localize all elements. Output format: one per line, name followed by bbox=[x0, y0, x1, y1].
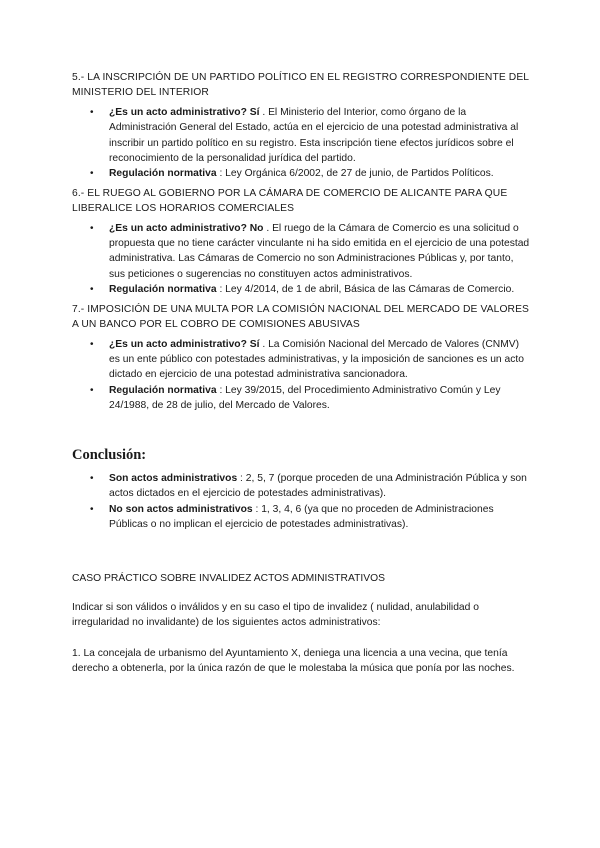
document-page bbox=[72, 70, 532, 677]
regulation-text: : Ley Orgánica 6/2002, de 27 de junio, de Partidos Políticos. bbox=[216, 168, 494, 180]
case-study-title: CASO PRÁCTICO SOBRE INVALIDEZ ACTOS ADMINISTRATIVOS bbox=[72, 572, 385, 584]
conclusion-label: No son actos administrativos bbox=[109, 503, 253, 515]
case-question-1: 1. La concejala de urbanismo del Ayuntamiento X, deniega una licencia a una vecina, que tenía derecho a obtenerla, por la única razón de que le molestaba la música que ponía por las noches. bbox=[72, 647, 515, 675]
conclusion-label: Son actos administrativos bbox=[109, 472, 238, 484]
list-item bbox=[72, 221, 532, 283]
conclusion-list bbox=[72, 471, 532, 533]
section-title: 7.- IMPOSICIÓN DE UNA MULTA POR LA COMISIÓN NACIONAL DEL MERCADO DE VALORES A UN BANCO POR EL COBRO DE COMISIONES ABUSIVAS bbox=[72, 303, 530, 331]
section-title: 5.- LA INSCRIPCIÓN DE UN PARTIDO POLÍTICO EN EL REGISTRO CORRESPONDIENTE DEL MINISTERIO DEL INTERIOR bbox=[72, 72, 529, 99]
question-label: ¿Es un acto administrativo? Sí bbox=[109, 106, 260, 118]
question-answer: . El ruego de la Cámara de Comercio es una solicitud o propuesta que no tiene carácter vinculante ni ha sido emitida en el ejercicio de una potestad administrativa. Las Cámaras de Comercio no son Administraciones Públicas y, por tanto, sus peticiones o sugerencias no constituyen actos administrativos. bbox=[109, 222, 530, 280]
list-item bbox=[72, 166, 532, 181]
regulation-label: Regulación normativa bbox=[109, 384, 217, 396]
section-title: 6.- EL RUEGO AL GOBIERNO POR LA CÁMARA DE COMERCIO DE ALICANTE PARA QUE LIBERALICE LOS HORARIOS COMERCIALES bbox=[72, 187, 508, 215]
bullet-list bbox=[72, 105, 532, 182]
list-item bbox=[72, 105, 532, 167]
conclusion-heading: Conclusión: bbox=[72, 446, 147, 463]
section-5 bbox=[72, 70, 532, 182]
bullet-list bbox=[72, 221, 532, 298]
section-6 bbox=[72, 186, 532, 298]
conclusion-text: : 2, 5, 7 (porque proceden de una Administración Pública y son actos dictados en el ejercicio de potestades administrativas). bbox=[109, 472, 527, 500]
question-answer: . El Ministerio del Interior, como órgano de la Administración General del Estado, actúa en el ejercicio de una potestad administrativa al inscribir un partido político en su registro. Esta inscripción tiene efectos jurídicos sobre el reconocimiento de la personalidad jurídica del partido. bbox=[109, 106, 519, 165]
question-label: ¿Es un acto administrativo? Sí bbox=[109, 338, 260, 350]
section-7 bbox=[72, 302, 532, 414]
regulation-label: Regulación normativa bbox=[109, 168, 217, 180]
regulation-text: : Ley 4/2014, de 1 de abril, Básica de las Cámaras de Comercio. bbox=[216, 284, 515, 296]
regulation-label: Regulación normativa bbox=[109, 284, 217, 296]
question-label: ¿Es un acto administrativo? No bbox=[109, 222, 264, 234]
question-answer: . La Comisión Nacional del Mercado de Valores (CNMV) es un ente público con potestades administrativas, y la imposición de sanciones es un acto dictado en ejercicio de una potestad administrativa sancionadora. bbox=[109, 338, 524, 381]
regulation-text: : Ley 39/2015, del Procedimiento Administrativo Común y Ley 24/1988, de 28 de julio, del Mercado de Valores. bbox=[109, 384, 501, 412]
list-item bbox=[72, 337, 532, 383]
case-study-intro: Indicar si son válidos o inválidos y en su caso el tipo de invalidez ( nulidad, anulabilidad o irregularidad no invalidante) de los siguientes actos administrativos: bbox=[72, 601, 479, 629]
list-item bbox=[72, 383, 532, 414]
conclusion-text: : 1, 3, 4, 6 (ya que no proceden de Administraciones Públicas o no implican el ejercicio de potestades administrativas). bbox=[109, 503, 494, 531]
bullet-list bbox=[72, 337, 532, 414]
list-item bbox=[72, 282, 532, 297]
list-item bbox=[72, 502, 532, 533]
list-item bbox=[72, 471, 532, 502]
